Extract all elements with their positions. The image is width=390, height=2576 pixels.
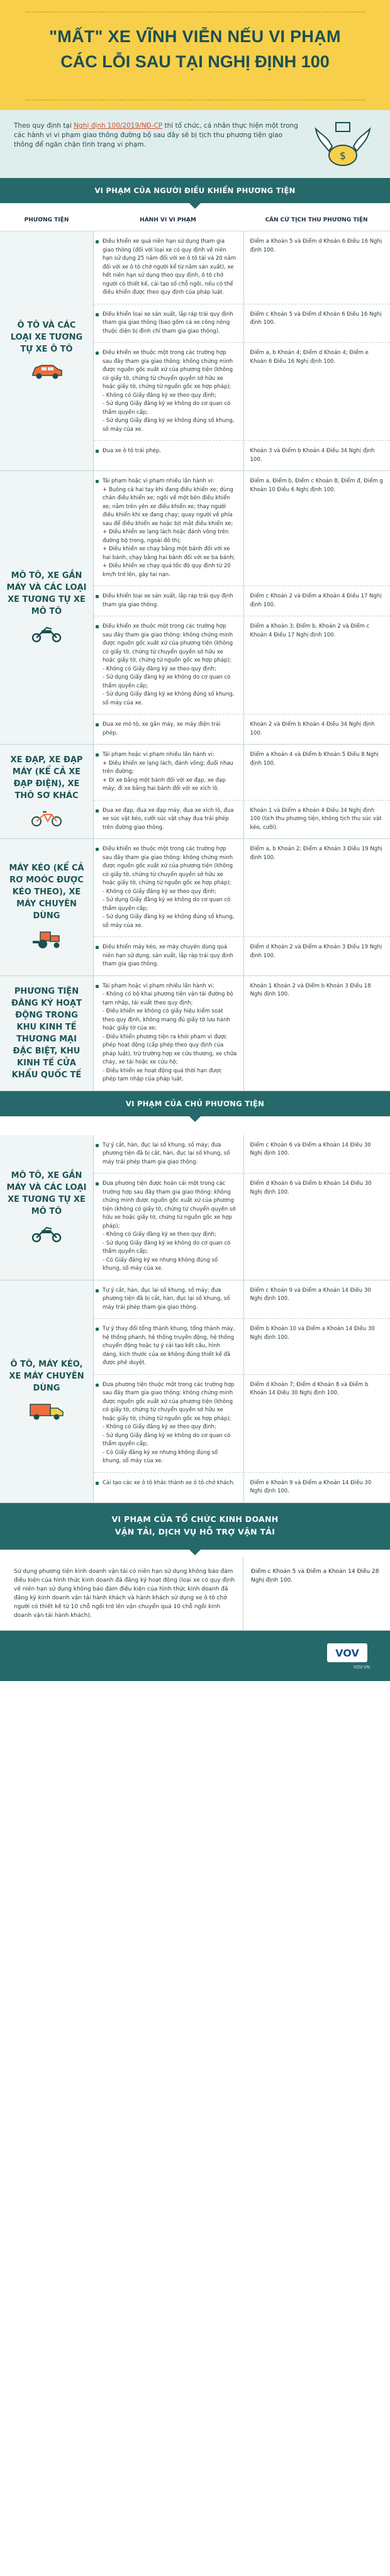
violation-line: - Không có Giấy đăng ký xe theo quy định; (103, 1231, 216, 1238)
vehicle-group (0, 839, 390, 976)
violation-line: + Điều khiển xe lạng lách, đánh võng; đuổi nhau trên đường; (103, 760, 233, 775)
svg-text:$: $ (339, 150, 347, 162)
page-subtitle: CÁC LỖI SAU TẠI NGHỊ ĐỊNH 100 (60, 52, 330, 71)
legal-basis: Điểm a Khoản 5 và Điểm d Khoản 6 Điều 16 Nghị định 100. (243, 231, 390, 304)
logo-caption: VOV.VN (353, 1664, 370, 1670)
violation-line: Tự ý cắt, hàn, đục lại số khung, số máy; đưa phương tiện đã bị cắt, hàn, đục lại số khung, số máy trái phép tham gia giao thông. (103, 1287, 230, 1311)
vehicle-group-head (0, 745, 93, 838)
col-violation-header: HÀNH VI VI PHẠM (140, 217, 196, 223)
hero-divider-top (25, 11, 365, 14)
violation-line: - Không có Giấy đăng ký xe theo quy định; (103, 888, 216, 895)
flying-money-icon (315, 116, 371, 173)
vehicle-group (0, 976, 390, 1091)
legal-basis: Khoản 3 và Điểm b Khoản 4 Điều 34 Nghị định 100. (243, 441, 390, 470)
business-violation-row (0, 1557, 390, 1631)
violation-line: Điều khiển xe thuộc một trong các trường hợp sau đây tham gia giao thông: không chứng minh được nguồn gốc xuất xứ của phương tiện (không có giấy tờ, chứng từ chuyển quyền sở hữu xe hoặc giấy tờ, chứng từ nguồn gốc xe hợp pháp); (103, 846, 233, 886)
legal-basis: Điểm d Khoản 7; Điểm d Khoản 8 và Điểm b Khoản 14 Điều 30 Nghị định 100. (243, 1375, 390, 1472)
violation-row (94, 231, 390, 304)
violation-line: Đưa phương tiện thuộc một trong các trường hợp sau đây tham gia giao thông: không chứng minh được nguồn gốc xuất xứ của phương tiện (không có giấy tờ, chứng từ chuyển quyền sở hữu xe hoặc giấy tờ, chứng từ nguồn gốc xe hợp pháp); (103, 1381, 235, 1422)
vehicle-type-title: PHƯƠNG TIỆN ĐĂNG KÝ HOẠT ĐỘNG TRONG KHU KINH TẾ THƯƠNG MẠI ĐẶC BIỆT, KHU KINH TẾ CỬA KHẨU QUỐC TẾ (11, 986, 82, 1080)
section-business-violations (0, 1503, 390, 1550)
violation-line: Tái phạm hoặc vi phạm nhiều lần hành vi: (103, 478, 214, 484)
violation-line: Điều khiển xe quá niên hạn sử dụng tham gia giao thông (đối với loại xe có quy định về niên hạn sử dụng 25 năm đối với xe ô tô tải và 20 năm đối với xe ô tô chở người kể từ năm sản xuất), xe hết niên hạn sử dụng theo quy định, ô tô chở người có thiết kế, cải tạo số chỗ ngồi, nếu có thể điều khiển được theo quy định của pháp luật. (103, 238, 237, 296)
violation-line: - Có Giấy đăng ký xe nhưng không đúng số khung, số máy của xe. (103, 1449, 218, 1464)
legal-basis: Điểm a, Điểm b, Điểm c Khoản 8; Điểm đ, Điểm g Khoản 10 Điều 6 Nghị định 100. (243, 471, 390, 586)
vehicle-group-head (0, 1280, 93, 1502)
vehicle-type-title: XE ĐẠP, XE ĐẠP MÁY (KỂ CẢ XE ĐẠP ĐIỆN), XE THÔ SƠ KHÁC (10, 755, 83, 801)
violation-line: - Sử dụng Giấy đăng ký xe không đúng số khung, số máy của xe. (103, 418, 235, 433)
violation-text (94, 1174, 243, 1280)
violation-line: - Sử dụng Giấy đăng ký xe không đúng số khung, số máy của xe. (103, 691, 235, 706)
intro-section (0, 110, 390, 178)
vehicle-type-title: Ô TÔ, MÁY KÉO, XE MÁY CHUYÊN DÙNG (9, 1359, 84, 1393)
violation-line: - Không có Giấy đăng ký xe theo quy định; (103, 665, 216, 672)
col-basis-header: CĂN CỨ TỊCH THU PHƯƠNG TIỆN (265, 217, 368, 223)
vehicle-group (0, 1135, 390, 1280)
violation-line: Đua xe ô tô trái phép. (103, 448, 161, 454)
legal-basis: Khoản 2 và Điểm b Khoản 4 Điều 34 Nghị định 100. (243, 714, 390, 744)
legal-basis: Điểm d Khoản 2 và Điểm a Khoản 3 Điều 19 Nghị định 100. (243, 937, 390, 975)
legal-basis: Khoản 1 Khoản 2 và Điểm b Khoản 3 Điều 18 Nghị định 100. (243, 976, 390, 1091)
legal-basis: Điểm e Khoản 9 và Điểm a Khoản 14 Điều 30 Nghị định 100. (243, 1473, 390, 1502)
motorbike-icon (29, 1224, 64, 1245)
legal-basis: Điểm c Khoản 9 và Điểm a Khoản 14 Điều 30 Nghị định 100. (243, 1280, 390, 1319)
violation-text (94, 304, 243, 343)
vehicle-type-title: Ô TÔ VÀ CÁC LOẠI XE TƯƠNG TỰ XE Ô TÔ (10, 320, 83, 354)
violation-line: Tái phạm hoặc vi phạm nhiều lần hành vi: (103, 982, 214, 989)
vehicle-group (0, 1280, 390, 1503)
legal-basis: Điểm c Khoản 5 và Điểm đ Khoản 6 Điều 16 Nghị định 100. (243, 304, 390, 343)
violation-text (94, 231, 243, 304)
violation-text (94, 745, 243, 800)
violation-rows (93, 745, 390, 838)
violation-text (94, 343, 243, 440)
violation-row (94, 801, 390, 839)
violation-line: - Điều khiển xe hoạt động quá thời hạn được phép tạm nhập của pháp luật. (103, 1067, 222, 1082)
violation-rows (93, 1280, 390, 1502)
col-vehicle-header: PHƯƠNG TIỆN (24, 217, 69, 223)
violation-line: - Sử dụng Giấy đăng ký xe không do cơ quan có thẩm quyền cấp; (103, 1432, 231, 1447)
vehicle-group-head (0, 471, 93, 744)
violation-text (94, 1280, 243, 1319)
violation-line: Điều khiển xe thuộc một trong các trường hợp sau đây tham gia giao thông: không chứng minh được nguồn gốc xuất xứ của phương tiện (không có giấy tờ, chứng từ chuyển quyền sở hữu xe hoặc giấy tờ, chứng từ nguồn gốc xe hợp pháp); (103, 350, 233, 390)
violation-text (94, 839, 243, 936)
violation-row (94, 304, 390, 343)
violation-text (94, 1319, 243, 1374)
legal-basis: Điểm d Khoản 6 và Điểm b Khoản 14 Điều 30 Nghị định 100. (243, 1174, 390, 1280)
decree-link[interactable]: Nghị định 100/2019/NĐ-CP (74, 122, 163, 130)
violation-row (94, 745, 390, 801)
section3-line1: VI PHẠM CỦA TỔ CHỨC KINH DOANH (111, 1514, 279, 1524)
violation-line: Điều khiển loại xe sản xuất, lắp ráp trái quy định tham gia giao thông (bao gồm cả xe công nông thuộc diện bị đình chỉ tham gia giao thông). (103, 311, 233, 335)
section-owner-violations: VI PHẠM CỦA CHỦ PHƯƠNG TIỆN (0, 1091, 390, 1116)
intro-text (14, 121, 303, 150)
violation-row (94, 1375, 390, 1473)
vehicle-group (0, 471, 390, 745)
vehicle-group-head (0, 1135, 93, 1280)
legal-basis: Điểm a Khoản 4 và Điểm b Khoản 5 Điều 8 Nghị định 100. (243, 745, 390, 800)
logo-text: VOV (335, 1646, 359, 1659)
business-violation-text: Sử dụng phương tiện kinh doanh vận tải có niên hạn sử dụng không bảo đảm điều kiện của hình thức kinh doanh đã đăng ký hoạt động (loại xe có quy định về niên hạn sử dụng không bảo đảm điều kiện của hình thức kinh doanh đã đăng ký kinh doanh vận tải hành khách và hành khách sử dụng xe ô tô chở người có thiết kế từ 10 chỗ ngồi trở lên vận chuyển quá 10 chỗ ngồi kinh doanh vận tải hành khách). (14, 1568, 235, 1619)
violation-text (94, 976, 243, 1091)
vehicle-group (0, 745, 390, 839)
violation-row (94, 1174, 390, 1280)
violation-line: Tái phạm hoặc vi phạm nhiều lần hành vi: (103, 752, 214, 758)
violation-row (94, 839, 390, 937)
intro-prefix: Theo quy định tại (14, 122, 74, 130)
intro-suffix: thì tổ chức, cá nhân thực hiện một trong các hành vi vi phạm giao thông đường bộ sau đây sẽ bị tịch thu phương tiện giao thông để ngăn chặn tình trạng vi phạm. (14, 122, 298, 148)
violation-text (94, 1375, 243, 1472)
violation-line: + Đi xe bằng một bánh đối với xe đạp, xe đạp máy; đi xe bằng hai bánh đối với xe xích lô. (103, 777, 226, 792)
violation-row (94, 1319, 390, 1375)
violation-line: - Có Giấy đăng ký xe nhưng không đúng số khung, số máy của xe. (103, 1257, 218, 1272)
violation-line: - Sử dụng Giấy đăng ký xe không do cơ quan có thẩm quyền cấp; (103, 897, 231, 912)
hero-header (0, 0, 390, 110)
violation-row (94, 343, 390, 441)
violation-line: - Không có Giấy đăng ký xe theo quy định; (103, 1424, 216, 1430)
violation-line: Điều khiển loại xe sản xuất, lắp ráp trái quy định tham gia giao thông. (103, 593, 233, 608)
truck-icon (28, 1401, 65, 1424)
vehicle-group-head (0, 231, 93, 470)
legal-basis: Điểm b Khoản 10 và Điểm a Khoản 14 Điều 30 Nghị định 100. (243, 1319, 390, 1374)
violation-line: Đua xe mô tô, xe gắn máy, xe máy điện trái phép. (103, 721, 221, 736)
violation-line: - Điều khiển phương tiện ra khỏi phạm vi được phép hoạt động (cấp phép theo quy định của pháp luật), trừ trường hợp xe cứu thương, xe chữa cháy, xe tải hoặc xe cứu hộ; (103, 1033, 237, 1065)
owner-violation-groups (0, 1135, 390, 1503)
vov-logo (327, 1643, 367, 1662)
vehicle-type-title: MÁY KÉO (KỂ CẢ RƠ MOÓC ĐƯỢC KÉO THEO), XE MÁY CHUYÊN DÙNG (9, 863, 84, 921)
vehicle-group (0, 231, 390, 471)
legal-basis: Điểm a Khoản 3; Điểm b, Khoản 2 và Điểm c Khoản 4 Điều 17 Nghị định 100. (243, 616, 390, 714)
violation-row (94, 471, 390, 586)
violation-text (94, 471, 243, 586)
violation-line: Điều khiển máy kéo, xe máy chuyên dùng quá niên hạn sử dụng, sản xuất, lắp ráp trái quy định tham gia giao thông. (103, 944, 233, 967)
vehicle-type-title: MÔ TÔ, XE GẮN MÁY VÀ CÁC LOẠI XE TƯƠNG TỰ XE MÔ TÔ (6, 571, 87, 616)
violation-line: - Không có Giấy đăng ký xe theo quy định; (103, 392, 216, 399)
violation-text (94, 1473, 243, 1502)
violation-line: - Không có bộ khai phương tiện vận tải đường bộ tạm nhập, tái xuất theo quy định; (103, 991, 233, 1006)
violation-text (94, 441, 243, 470)
violation-rows (93, 976, 390, 1091)
violation-line: Đưa phương tiện được hoán cải một trong các trường hợp sau đây tham gia giao thông: không chứng minh được nguồn gốc xuất xứ của phương tiện (không có giấy tờ, chứng từ chuyển quyền sở hữu xe hoặc giấy tờ, chứng từ nguồn gốc xe hợp pháp); (103, 1180, 236, 1230)
violation-line: + Buông cả hai tay khi đang điều khiển xe; dùng chân điều khiển xe; ngồi về một bên điều khiển xe; nằm trên yên xe điều khiển xe; thay người điều khiển khi xe đang chạy; quay người về phía sau để điều khiển xe hoặc bịt mắt điều khiển xe; (103, 486, 233, 527)
violation-text (94, 714, 243, 744)
violation-row (94, 714, 390, 744)
violation-line: Đua xe đạp, đua xe đạp máy, đua xe xích lô, đua xe súc vật kéo, cưỡi súc vật chạy đua trái phép trên đường giao thông. (103, 807, 234, 831)
violation-row (94, 937, 390, 975)
violation-line: + Điều khiển xe chạy bằng một bánh đối với xe hai bánh, chạy bằng hai bánh đối với xe ba bánh; (103, 546, 235, 561)
legal-basis: Điểm a, b Khoản 2; Điểm a Khoản 3 Điều 19 Nghị định 100. (243, 839, 390, 936)
violation-rows (93, 231, 390, 470)
hero-divider-bottom (25, 99, 365, 102)
violation-line: - Sử dụng Giấy đăng ký xe không do cơ quan có thẩm quyền cấp; (103, 674, 231, 689)
legal-basis: Điểm c Khoản 2 và Điểm a Khoản 4 Điều 17 Nghị định 100. (243, 586, 390, 616)
violation-line: Tự ý thay đổi tổng thành khung, tổng thành máy, hệ thống phanh, hệ thống truyền động, hệ thống chuyển động hoặc tự ý cải tạo kết cấu, hình dáng, kích thước của xe không đúng thiết kế đã được phê duyệt. (103, 1326, 235, 1366)
violation-line: - Sử dụng Giấy đăng ký xe không đúng số khung, số máy của xe. (103, 914, 235, 929)
violation-line: Điều khiển xe thuộc một trong các trường hợp sau đây tham gia giao thông: không chứng minh được nguồn gốc xuất xứ của phương tiện (không có giấy tờ, chứng từ chuyển quyền sở hữu xe hoặc giấy tờ, chứng từ nguồn gốc xe hợp pháp); (103, 623, 233, 663)
vehicle-type-title: MÔ TÔ, XE GẮN MÁY VÀ CÁC LOẠI XE TƯƠNG TỰ XE MÔ TÔ (6, 1170, 87, 1216)
violation-line: - Sử dụng Giấy đăng ký xe không do cơ quan có thẩm quyền cấp; (103, 1240, 231, 1255)
violation-row (94, 616, 390, 714)
vehicle-group-head (0, 976, 93, 1091)
violation-row (94, 976, 390, 1091)
violation-row (94, 1280, 390, 1319)
violation-rows (93, 1135, 390, 1280)
legal-basis: Khoản 1 và Điểm a Khoản 4 Điều 34 Nghị định 100 (tịch thu phương tiện, không tịch thu súc vật kéo, cưỡi). (243, 801, 390, 839)
bicycle-icon (29, 808, 64, 830)
section-driver-violations: VI PHẠM CỦA NGƯỜI ĐIỀU KHIỂN PHƯƠNG TIỆN (0, 178, 390, 203)
violation-line: - Điều khiển xe không có giấy hiệu kiểm soát theo quy định, không mang đủ giấy tờ lưu hành hoặc giấy tờ của xe; (103, 1008, 230, 1031)
violation-text (94, 1135, 243, 1174)
violation-row (94, 586, 390, 616)
violation-line: + Điều khiển xe chạy quá tốc độ quy định từ 20 km/h trở lên, gây tai nạn. (103, 563, 231, 578)
tractor-icon (29, 928, 64, 952)
violation-row (94, 1135, 390, 1174)
violation-line: Cải tạo các xe ô tô khác thành xe ô tô chở khách. (103, 1479, 235, 1486)
violation-text (94, 937, 243, 975)
violation-text (94, 586, 243, 616)
violation-text (94, 616, 243, 714)
business-violation-basis: Điểm c Khoản 5 và Điểm a Khoản 14 Điều 28 Nghị định 100. (243, 1557, 390, 1630)
footer (0, 1631, 390, 1681)
violation-row (94, 1473, 390, 1502)
violation-text (94, 801, 243, 839)
motorbike-icon (29, 624, 64, 645)
violation-rows (93, 839, 390, 975)
driver-violation-groups (0, 231, 390, 1091)
legal-basis: Điểm c Khoản 6 và Điểm a Khoản 14 Điều 30 Nghị định 100. (243, 1135, 390, 1174)
vehicle-group-head (0, 839, 93, 975)
violation-line: - Sử dụng Giấy đăng ký xe không do cơ quan có thẩm quyền cấp; (103, 401, 231, 416)
violation-rows (93, 471, 390, 744)
violation-line: + Điều khiển xe lạng lách hoặc đánh võng trên đường bộ trong, ngoài đô thị; (103, 529, 229, 544)
section3-line2: VẬN TẢI, DỊCH VỤ HỖ TRỢ VẬN TẢI (114, 1526, 276, 1536)
legal-basis: Điểm a, b Khoản 4; Điểm d Khoản 4; Điểm e Khoản 6 Điều 16 Nghị định 100. (243, 343, 390, 440)
violation-row (94, 441, 390, 470)
violation-line: Tự ý cắt, hàn, đục lại số khung, số máy; đưa phương tiện đã bị cắt, hàn, đục lại số khung, số máy trái phép tham gia giao thông. (103, 1141, 230, 1165)
page-title: "MẤT" XE VĨNH VIỄN NẾU VI PHẠM (49, 27, 341, 46)
car-icon (29, 362, 64, 383)
